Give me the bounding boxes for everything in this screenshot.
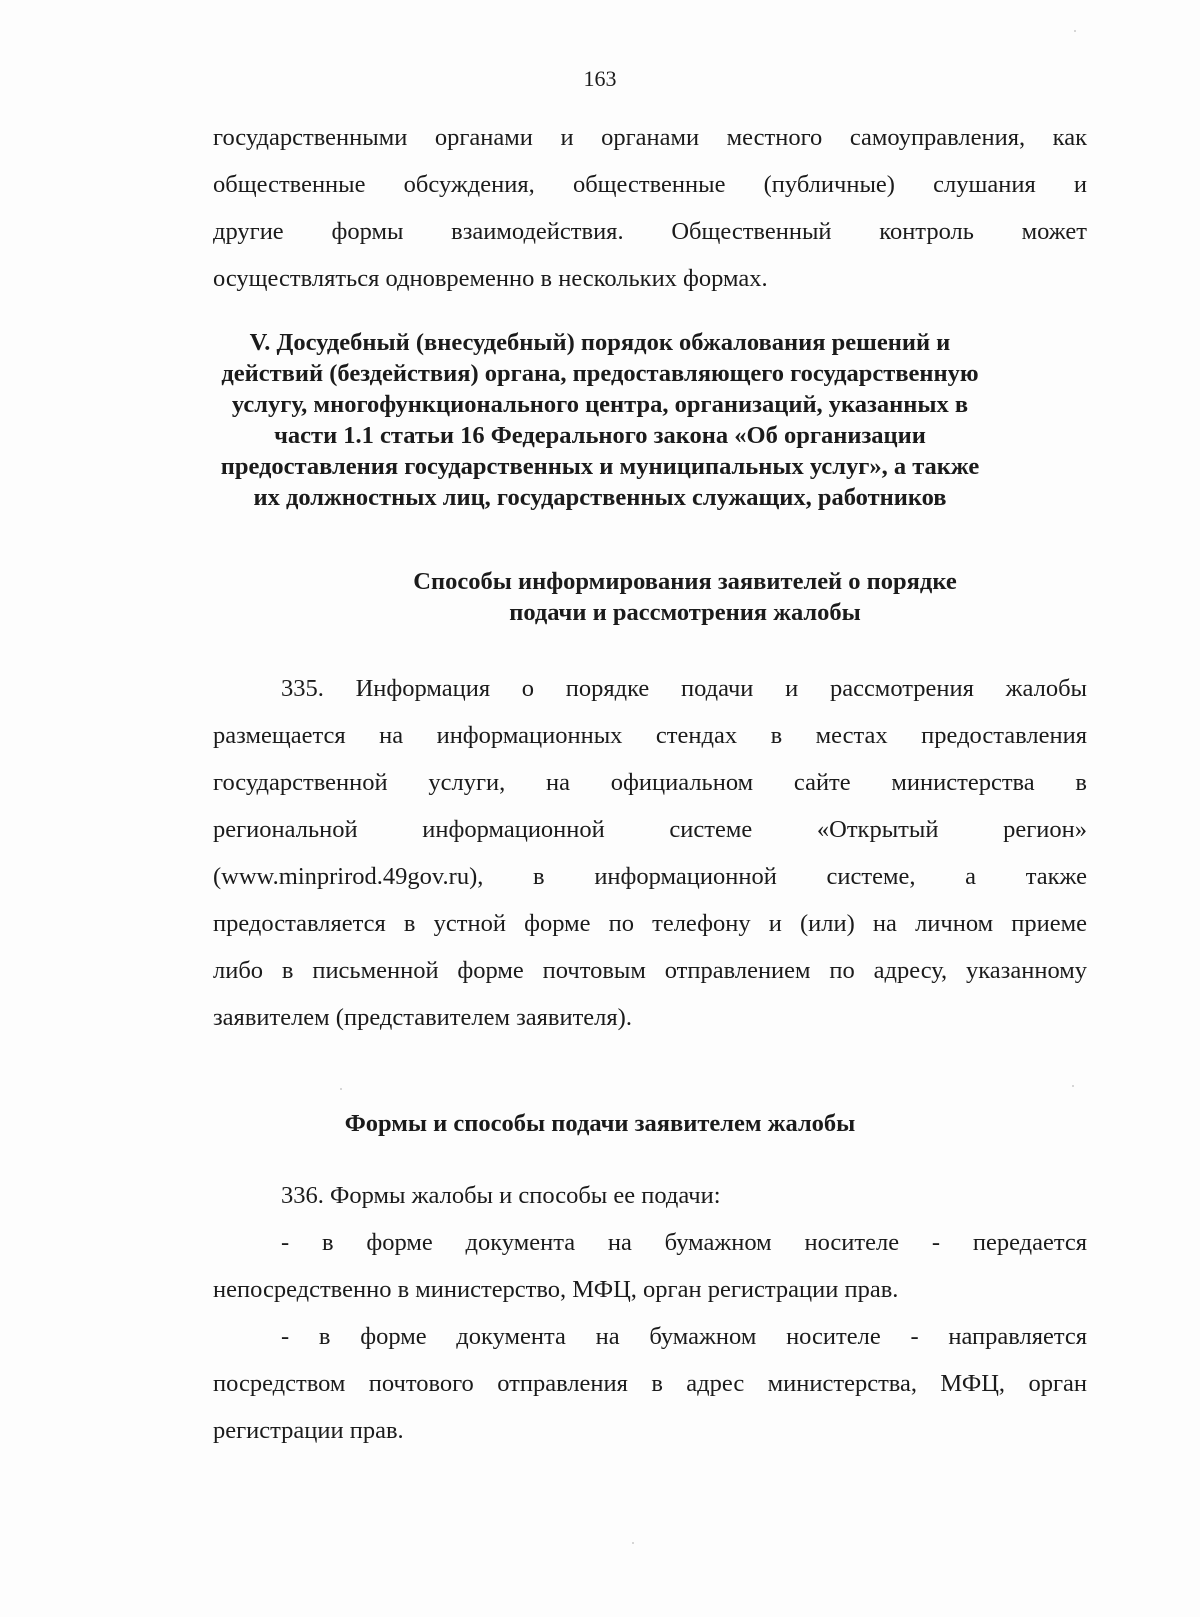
paragraph-336 — [213, 1172, 1087, 1454]
heading-line: подачи и рассмотрения жалобы — [509, 599, 861, 626]
text-line: предоставляется в устной форме по телефону и (или) на личном приеме — [213, 910, 1087, 937]
heading-line: их должностных лиц, государственных служащих, работников — [253, 484, 947, 511]
paragraph-335 — [213, 665, 1087, 1041]
heading-line: части 1.1 статьи 16 Федерального закона «Об организации — [274, 422, 926, 449]
scan-speck — [1074, 30, 1076, 32]
subheading-informing — [248, 566, 1122, 628]
text-line: 336. Формы жалобы и способы ее подачи: — [281, 1182, 721, 1209]
text-line: другие формы взаимодействия. Общественный контроль может — [213, 218, 1087, 245]
heading-line: услугу, многофункционального центра, организаций, указанных в — [231, 391, 969, 418]
scan-speck — [632, 1542, 634, 1544]
text-line: - в форме документа на бумажном носителе - направляется — [281, 1323, 1087, 1350]
subheading-forms — [0, 1108, 1200, 1139]
text-line: либо в письменной форме почтовым отправлением по адресу, указанному — [213, 957, 1087, 984]
text-line: заявителем (представителем заявителя). — [213, 1004, 632, 1031]
text-line: государственными органами и органами местного самоуправления, как — [213, 124, 1087, 151]
text-line: размещается на информационных стендах в местах предоставления — [213, 722, 1087, 749]
heading-line: Способы информирования заявителей о порядке — [413, 568, 957, 595]
text-line: государственной услуги, на официальном сайте министерства в — [213, 769, 1087, 796]
text-line: 335. Информация о порядке подачи и рассмотрения жалобы — [281, 675, 1087, 702]
text-line: - в форме документа на бумажном носителе - передается — [281, 1229, 1087, 1256]
scan-speck — [340, 1088, 342, 1090]
heading-line: действий (бездействия) органа, предоставляющего государственную — [221, 360, 979, 387]
text-line: осуществляться одновременно в нескольких формах. — [213, 265, 768, 292]
text-line: посредством почтового отправления в адрес министерства, МФЦ, орган — [213, 1370, 1087, 1397]
scan-speck — [1072, 1085, 1074, 1087]
text-line: (www.minprirod.49gov.ru), в информационной системе, а также — [213, 863, 1087, 890]
page-number: 163 — [583, 66, 617, 91]
heading-line: V. Досудебный (внесудебный) порядок обжалования решений и — [249, 329, 951, 356]
text-line: региональной информационной системе «Открытый регион» — [213, 816, 1087, 843]
intro-paragraph — [213, 114, 1087, 302]
text-line: регистрации прав. — [213, 1417, 404, 1444]
heading-line: Формы и способы подачи заявителем жалобы — [344, 1110, 856, 1137]
text-line: непосредственно в министерство, МФЦ, орган регистрации прав. — [213, 1276, 899, 1303]
text-line: общественные обсуждения, общественные (публичные) слушания и — [213, 171, 1087, 198]
section-heading — [0, 327, 1200, 513]
heading-line: предоставления государственных и муниципальных услуг», а также — [220, 453, 980, 480]
